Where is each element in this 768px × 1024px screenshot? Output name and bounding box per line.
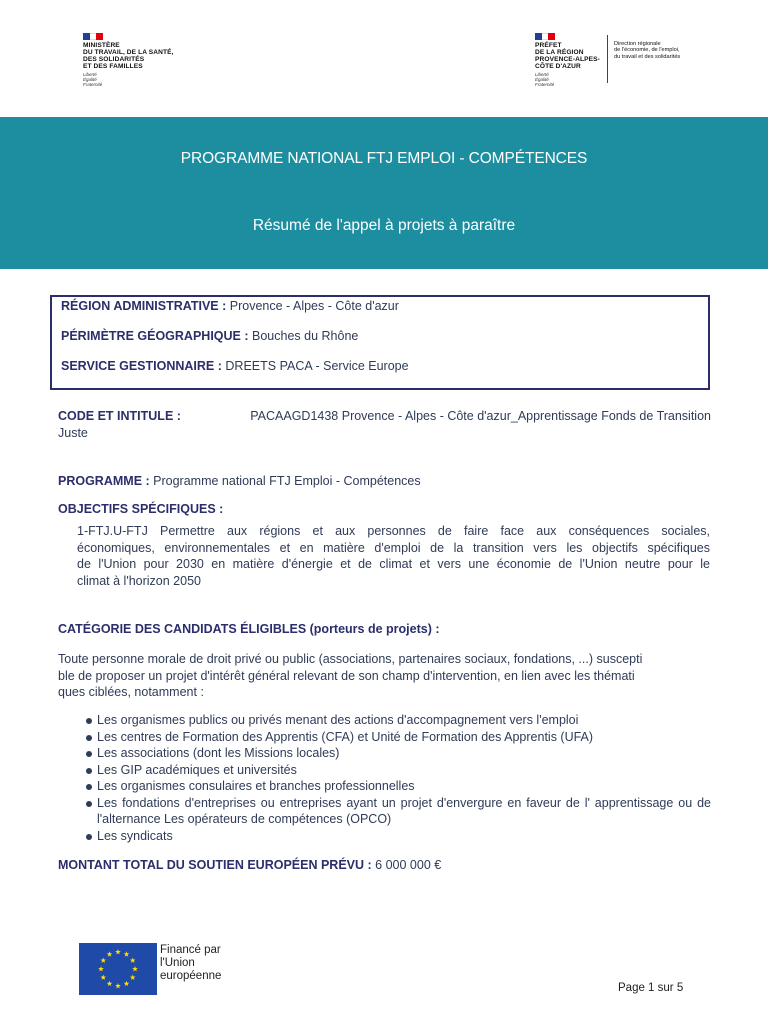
ministere-line: DES SOLIDARITÉS: [83, 56, 145, 63]
page-number: Page 1 sur 5: [618, 982, 684, 994]
list-item: Les associations (dont les Missions locales): [85, 745, 711, 762]
categorie-heading: CATÉGORIE DES CANDIDATS ÉLIGIBLES (porteurs de projets) :: [58, 622, 440, 636]
objectifs-text: [77, 523, 710, 589]
motto-line: Égalité: [83, 77, 97, 82]
perimetre-line: [61, 329, 358, 343]
programme-line: [58, 473, 421, 490]
banner-title: PROGRAMME NATIONAL FTJ EMPLOI - COMPÉTENCES: [180, 150, 588, 167]
list-item: Les syndicats: [85, 828, 711, 845]
eu-funding-text: [160, 944, 221, 983]
motto-line: Fraternité: [83, 82, 103, 87]
motto-line: Égalité: [535, 77, 549, 82]
motto-line: Liberté: [535, 72, 549, 77]
dreets-line: Direction régionale: [614, 41, 661, 47]
ministere-line: MINISTÈRE: [83, 42, 120, 49]
categorie-intro: [58, 651, 711, 701]
montant-label: MONTANT TOTAL DU SOUTIEN EUROPÉEN PRÉVU :: [58, 858, 372, 872]
eligible-list: [85, 712, 711, 844]
service-label: SERVICE GESTIONNAIRE :: [61, 359, 222, 373]
list-item: Les centres de Formation des Apprentis (CFA) et Unité de Formation des Apprentis (UFA): [85, 729, 711, 746]
categorie-intro-line: ble de proposer un projet d'intérêt général relevant de son champ d'intervention, en lien avec les thémati: [58, 668, 635, 683]
region-label: RÉGION ADMINISTRATIVE :: [61, 299, 227, 313]
region-line: [61, 299, 399, 313]
prefet-line: PRÉFET: [535, 42, 562, 49]
objectifs-line: 1-FTJ.U-FTJ Permettre aux régions et aux personnes de faire face aux conséquences sociales,: [77, 524, 710, 538]
categorie-intro-line: ques ciblées, notamment :: [58, 685, 204, 699]
service-value: DREETS PACA - Service Europe: [225, 359, 409, 373]
perimetre-value: Bouches du Rhône: [252, 329, 359, 343]
motto-line: Liberté: [83, 72, 97, 77]
motto-line: Fraternité: [535, 82, 555, 87]
perimetre-label: PÉRIMÈTRE GÉOGRAPHIQUE :: [61, 329, 249, 343]
logo-divider: [607, 35, 608, 83]
marianne-flag-icon: [535, 33, 555, 40]
eu-text-line: l'Union: [160, 957, 195, 969]
info-box: [50, 295, 710, 390]
list-item: Les organismes consulaires et branches professionnelles: [85, 778, 711, 795]
list-item: Les organismes publics ou privés menant des actions d'accompagnement vers l'emploi: [85, 712, 711, 729]
categorie-intro-line: Toute personne morale de droit privé ou public (associations, partenaires sociaux, fondations, ...) suscepti: [58, 652, 643, 666]
ministere-line: ET DES FAMILLES: [83, 63, 143, 70]
eu-flag-icon: [79, 943, 157, 995]
code-label: CODE ET INTITULE :: [58, 409, 181, 423]
dreets-line: du travail et des solidarités: [614, 53, 681, 60]
montant-value: 6 000 000 €: [375, 858, 442, 872]
marianne-flag-icon: [83, 33, 103, 40]
objectifs-line: de l'Union pour 2030 en matière d'énergie et de climat et vers une économie de l'Union neutre pour le: [77, 557, 710, 571]
prefet-line: CÔTE D'AZUR: [535, 63, 581, 70]
code-block: [58, 408, 711, 441]
region-value: Provence - Alpes - Côte d'azur: [229, 299, 399, 313]
objectifs-line: économiques, environnementales et en matière d'emploi de la transition vers les objectifs spécifiques: [77, 540, 710, 555]
code-value-line1: PACAAGD1438 Provence - Alpes - Côte d'azur_Apprentissage Fonds de Transition: [250, 409, 711, 423]
programme-label: PROGRAMME :: [58, 474, 150, 488]
title-banner: [0, 117, 768, 269]
programme-value: Programme national FTJ Emploi - Compétences: [153, 474, 421, 488]
code-value-line2: Juste: [58, 425, 88, 440]
service-line: [61, 359, 409, 373]
prefet-line: DE LA RÉGION: [535, 49, 584, 56]
ministere-line: DU TRAVAIL, DE LA SANTÉ,: [83, 49, 174, 56]
objectifs-heading: OBJECTIFS SPÉCIFIQUES :: [58, 502, 224, 516]
list-item: Les GIP académiques et universités: [85, 762, 711, 779]
dreets-line: de l'économie, de l'emploi,: [614, 47, 680, 54]
objectifs-line: climat à l'horizon 2050: [77, 573, 201, 588]
banner-subtitle: Résumé de l'appel à projets à paraître: [252, 217, 516, 234]
prefet-line: PROVENCE-ALPES-: [535, 56, 600, 63]
eu-text-line: européenne: [160, 970, 222, 982]
list-item: Les fondations d'entreprises ou entreprises ayant un projet d'envergure en faveur de l' apprentissage ou de l'alternance Les opérateurs de compétences (OPCO): [85, 795, 711, 828]
montant-line: [58, 857, 441, 874]
eu-text-line: Financé par: [160, 944, 221, 956]
